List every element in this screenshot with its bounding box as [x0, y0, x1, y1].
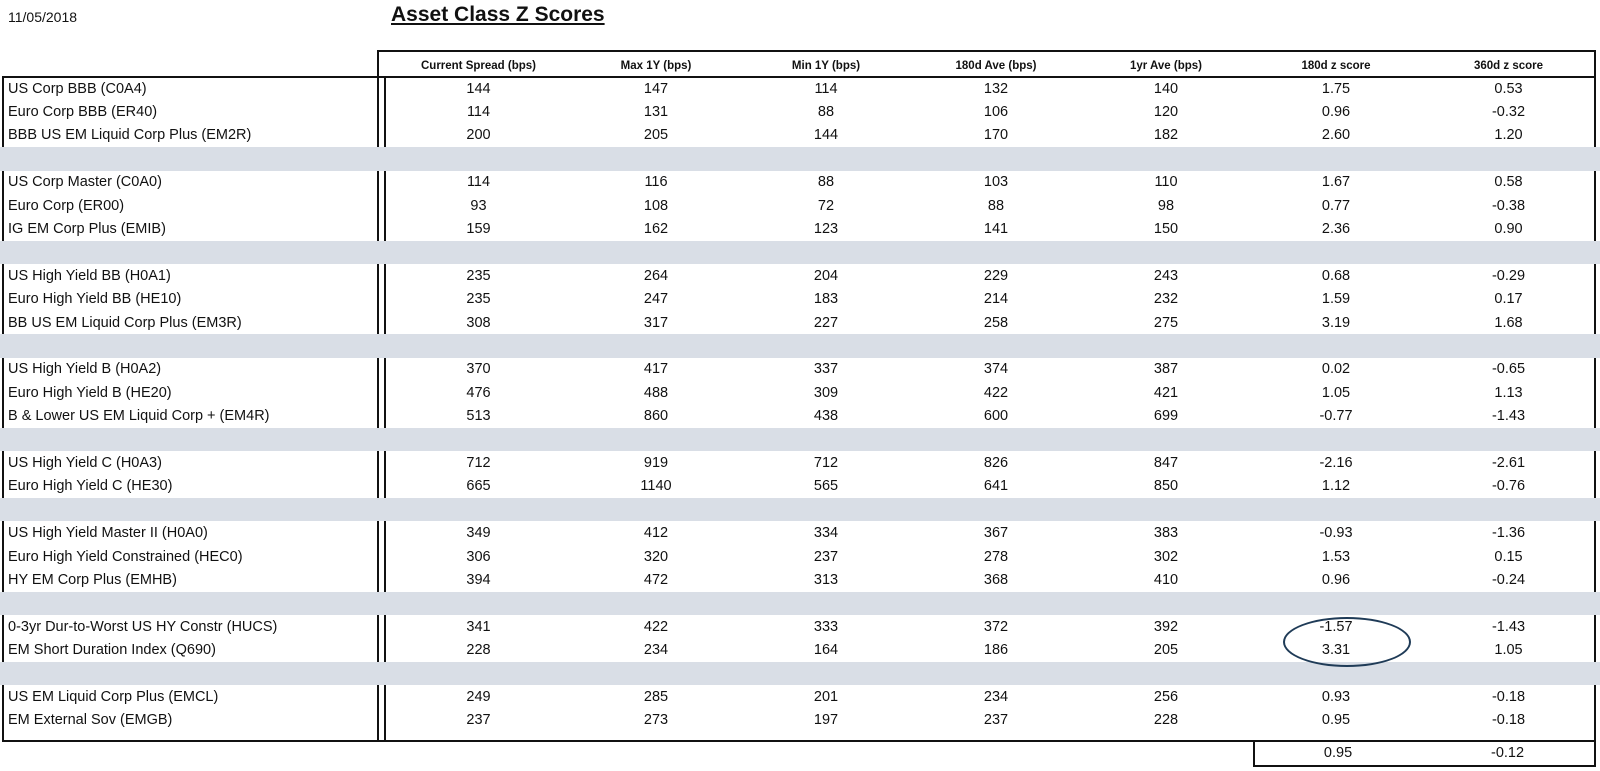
- table-cell: 1.75: [1321, 80, 1351, 97]
- table-row: [0, 217, 1600, 240]
- table-cell: 147: [643, 80, 669, 97]
- table-cell: 1140: [640, 478, 672, 495]
- table-cell: 228: [1153, 712, 1179, 729]
- table-cell: 234: [983, 688, 1009, 705]
- table-cell: 472: [643, 571, 669, 588]
- averages-row: [1253, 740, 1596, 767]
- row-label: EM Short Duration Index (Q690): [8, 642, 216, 659]
- column-header: Min 1Y (bps): [791, 60, 861, 72]
- table-cell: 334: [813, 525, 839, 542]
- table-cell: 235: [466, 267, 491, 284]
- table-cell: 0.53: [1494, 80, 1523, 97]
- table-cell: 0.77: [1321, 197, 1351, 214]
- table-cell: 665: [466, 478, 491, 495]
- table-cell: 320: [643, 548, 669, 565]
- table-cell: 387: [1153, 361, 1179, 378]
- table-cell: 333: [813, 618, 839, 635]
- row-label: US EM Liquid Corp Plus (EMCL): [8, 688, 219, 705]
- separator-row: [0, 428, 1600, 451]
- table-cell: -0.29: [1491, 267, 1526, 284]
- table-cell: 337: [813, 361, 839, 378]
- separator-row: [0, 147, 1600, 170]
- table-cell: 1.05: [1494, 642, 1523, 659]
- table-row: [0, 264, 1600, 287]
- average-180d: 0.95: [1323, 744, 1353, 761]
- table-cell: 201: [813, 688, 839, 705]
- row-label: Euro High Yield C (HE30): [8, 478, 173, 495]
- column-header: 360d z score: [1473, 60, 1544, 72]
- table-cell: 229: [983, 267, 1009, 284]
- table-cell: 237: [466, 712, 491, 729]
- table-cell: 0.93: [1321, 688, 1351, 705]
- table-cell: 513: [466, 408, 491, 425]
- table-cell: 1.12: [1321, 478, 1351, 495]
- row-label: BB US EM Liquid Corp Plus (EM3R): [8, 314, 242, 331]
- table-row: [0, 288, 1600, 311]
- table-cell: 197: [813, 712, 839, 729]
- table-cell: 0.96: [1321, 104, 1351, 121]
- table-cell: 93: [470, 197, 487, 214]
- table-cell: 341: [466, 618, 491, 635]
- table-cell: 374: [983, 361, 1009, 378]
- table-cell: 349: [466, 525, 491, 542]
- table-cell: 235: [466, 291, 491, 308]
- report-date: 11/05/2018: [8, 9, 78, 25]
- table-cell: 0.02: [1321, 361, 1351, 378]
- table-cell: 919: [643, 454, 669, 471]
- table-row: [0, 124, 1600, 147]
- table-row: [0, 311, 1600, 334]
- table-cell: 285: [643, 688, 669, 705]
- table-cell: 422: [983, 384, 1009, 401]
- row-label: US High Yield C (H0A3): [8, 454, 162, 471]
- table-cell: 150: [1153, 221, 1179, 238]
- table-cell: 116: [644, 174, 668, 191]
- table-cell: 313: [813, 571, 839, 588]
- table-cell: -0.65: [1491, 361, 1526, 378]
- table-cell: 860: [643, 408, 669, 425]
- table-cell: 98: [1157, 197, 1175, 214]
- table-cell: 641: [983, 478, 1009, 495]
- table-cell: 438: [813, 408, 839, 425]
- row-label: US High Yield Master II (H0A0): [8, 525, 208, 542]
- table-cell: 476: [466, 384, 491, 401]
- table-cell: 1.13: [1494, 384, 1523, 401]
- table-cell: 275: [1153, 314, 1179, 331]
- column-header: 1yr Ave (bps): [1129, 60, 1202, 72]
- table-cell: 368: [983, 571, 1009, 588]
- table-cell: -0.76: [1491, 478, 1526, 495]
- column-header: Max 1Y (bps): [620, 60, 692, 72]
- table-cell: 205: [1153, 642, 1179, 659]
- table-cell: 88: [817, 174, 835, 191]
- table-cell: 205: [643, 127, 669, 144]
- table-cell: 302: [1153, 548, 1179, 565]
- table-cell: 392: [1153, 618, 1179, 635]
- table-cell: 144: [466, 80, 491, 97]
- table-cell: 412: [643, 525, 669, 542]
- table-cell: 123: [813, 221, 839, 238]
- table-row: [0, 404, 1600, 427]
- table-row: [0, 451, 1600, 474]
- table-cell: 234: [643, 642, 669, 659]
- separator-row: [0, 334, 1600, 357]
- table-cell: 182: [1153, 127, 1179, 144]
- table-row: [0, 358, 1600, 381]
- table-row: [0, 475, 1600, 498]
- table-cell: 273: [643, 712, 669, 729]
- table-cell: 317: [643, 314, 669, 331]
- table-cell: 228: [466, 642, 491, 659]
- table-cell: -0.38: [1491, 197, 1526, 214]
- table-cell: 1.67: [1321, 174, 1351, 191]
- table-cell: 847: [1153, 454, 1179, 471]
- table-cell: 0.68: [1321, 267, 1351, 284]
- table-cell: 140: [1153, 80, 1179, 97]
- table-cell: 186: [983, 642, 1009, 659]
- table-row: [0, 568, 1600, 591]
- table-cell: 200: [466, 127, 491, 144]
- separator-row: [0, 592, 1600, 615]
- table-cell: 170: [983, 127, 1009, 144]
- column-header-row: [386, 55, 1596, 77]
- table-cell: 712: [813, 454, 839, 471]
- table-row: [0, 171, 1600, 194]
- row-label: Euro High Yield Constrained (HEC0): [8, 548, 243, 565]
- table-row: [0, 709, 1600, 732]
- row-label: US High Yield B (H0A2): [8, 361, 162, 378]
- table-cell: 417: [643, 361, 669, 378]
- table-cell: 0.17: [1494, 291, 1523, 308]
- table-cell: 237: [983, 712, 1009, 729]
- table-cell: -2.16: [1319, 454, 1353, 471]
- row-label: B & Lower US EM Liquid Corp + (EM4R): [8, 408, 270, 425]
- table-cell: -0.18: [1491, 688, 1526, 705]
- table-cell: 3.31: [1321, 642, 1351, 659]
- table-cell: -0.32: [1491, 104, 1526, 121]
- column-header: 180d z score: [1301, 60, 1371, 72]
- table-cell: 410: [1153, 571, 1179, 588]
- table-cell: 372: [983, 618, 1009, 635]
- table-cell: 2.36: [1321, 221, 1351, 238]
- highlight-oval: [1283, 617, 1411, 667]
- table-cell: 1.53: [1321, 548, 1351, 565]
- average-360d: -0.12: [1490, 744, 1525, 761]
- row-label: Euro High Yield BB (HE10): [8, 291, 182, 308]
- table-cell: 600: [983, 408, 1009, 425]
- table-cell: 103: [983, 174, 1009, 191]
- table-cell: 214: [983, 291, 1009, 308]
- table-cell: -1.43: [1491, 408, 1526, 425]
- separator-row: [0, 241, 1600, 264]
- table-cell: 0.90: [1494, 221, 1523, 238]
- table-cell: 88: [817, 104, 835, 121]
- row-label: Euro High Yield B (HE20): [8, 384, 172, 401]
- table-cell: 488: [643, 384, 669, 401]
- table-cell: 106: [983, 104, 1009, 121]
- row-label: IG EM Corp Plus (EMIB): [8, 221, 166, 238]
- table-cell: 164: [813, 642, 839, 659]
- table-cell: 162: [643, 221, 669, 238]
- table-cell: 108: [643, 197, 669, 214]
- table-cell: -0.24: [1491, 571, 1526, 588]
- table-row: [0, 521, 1600, 544]
- table-cell: 144: [813, 127, 839, 144]
- table-cell: 88: [987, 197, 1005, 214]
- table-cell: 159: [466, 221, 491, 238]
- table-cell: 114: [466, 174, 491, 191]
- table-cell: -0.93: [1319, 525, 1353, 542]
- table-cell: 247: [643, 291, 669, 308]
- table-cell: 394: [466, 571, 491, 588]
- table-cell: 227: [813, 314, 839, 331]
- column-header: Current Spread (bps): [420, 60, 536, 72]
- table-row: [0, 194, 1600, 217]
- table-cell: 367: [983, 525, 1009, 542]
- table-cell: 110: [1154, 174, 1178, 191]
- table-cell: 850: [1153, 478, 1179, 495]
- table-cell: 114: [466, 104, 491, 121]
- table-cell: 1.20: [1494, 127, 1523, 144]
- table-cell: 114: [814, 80, 838, 97]
- table-cell: 120: [1153, 104, 1179, 121]
- table-cell: 264: [643, 267, 669, 284]
- table-row: [0, 685, 1600, 708]
- table-cell: 699: [1153, 408, 1179, 425]
- table-cell: 0.58: [1494, 174, 1523, 191]
- table-cell: -1.36: [1491, 525, 1526, 542]
- table-cell: 132: [983, 80, 1009, 97]
- table-cell: 565: [813, 478, 839, 495]
- table-cell: -0.77: [1319, 408, 1353, 425]
- table-row: [0, 77, 1600, 100]
- table-cell: 1.68: [1494, 314, 1523, 331]
- table-row: [0, 381, 1600, 404]
- table-cell: 383: [1153, 525, 1179, 542]
- row-label: US Corp BBB (C0A4): [8, 80, 147, 97]
- row-label: US Corp Master (C0A0): [8, 174, 162, 191]
- table-cell: 204: [813, 267, 839, 284]
- table-cell: 256: [1153, 688, 1179, 705]
- table-cell: 370: [466, 361, 491, 378]
- table-cell: 3.19: [1321, 314, 1351, 331]
- table-cell: -1.43: [1491, 618, 1526, 635]
- table-cell: 1.05: [1321, 384, 1351, 401]
- table-cell: 0.95: [1321, 712, 1351, 729]
- table-row: [0, 100, 1600, 123]
- row-label: 0-3yr Dur-to-Worst US HY Constr (HUCS): [8, 618, 278, 635]
- table-cell: 826: [983, 454, 1009, 471]
- separator-row: [0, 498, 1600, 521]
- table-cell: -0.18: [1491, 712, 1526, 729]
- table-cell: 72: [817, 197, 835, 214]
- table-cell: 309: [813, 384, 839, 401]
- table-cell: 131: [643, 104, 669, 121]
- table-cell: 278: [983, 548, 1009, 565]
- column-header: 180d Ave (bps): [955, 60, 1037, 72]
- row-label: EM External Sov (EMGB): [8, 712, 173, 729]
- table-cell: 306: [466, 548, 491, 565]
- table-cell: -2.61: [1491, 454, 1526, 471]
- row-label: BBB US EM Liquid Corp Plus (EM2R): [8, 127, 252, 144]
- table-cell: 2.60: [1321, 127, 1351, 144]
- table-cell: 249: [466, 688, 491, 705]
- row-label: US High Yield BB (H0A1): [8, 267, 171, 284]
- table-row: [0, 545, 1600, 568]
- table-cell: 712: [466, 454, 491, 471]
- table-cell: 422: [643, 618, 669, 635]
- table-cell: 237: [813, 548, 839, 565]
- table-cell: 141: [983, 221, 1009, 238]
- table-cell: -1.57: [1319, 618, 1353, 635]
- table-cell: 0.15: [1494, 548, 1523, 565]
- table-cell: 421: [1153, 384, 1179, 401]
- table-cell: 308: [466, 314, 491, 331]
- table-cell: 243: [1153, 267, 1179, 284]
- table-cell: 183: [813, 291, 839, 308]
- table-cell: 258: [983, 314, 1009, 331]
- row-label: Euro Corp BBB (ER40): [8, 104, 158, 121]
- table-cell: 232: [1153, 291, 1179, 308]
- table-cell: 0.96: [1321, 571, 1351, 588]
- table-cell: 1.59: [1321, 291, 1351, 308]
- page-title: Asset Class Z Scores: [391, 3, 605, 26]
- row-label: HY EM Corp Plus (EMHB): [8, 571, 177, 588]
- row-label: Euro Corp (ER00): [8, 197, 125, 214]
